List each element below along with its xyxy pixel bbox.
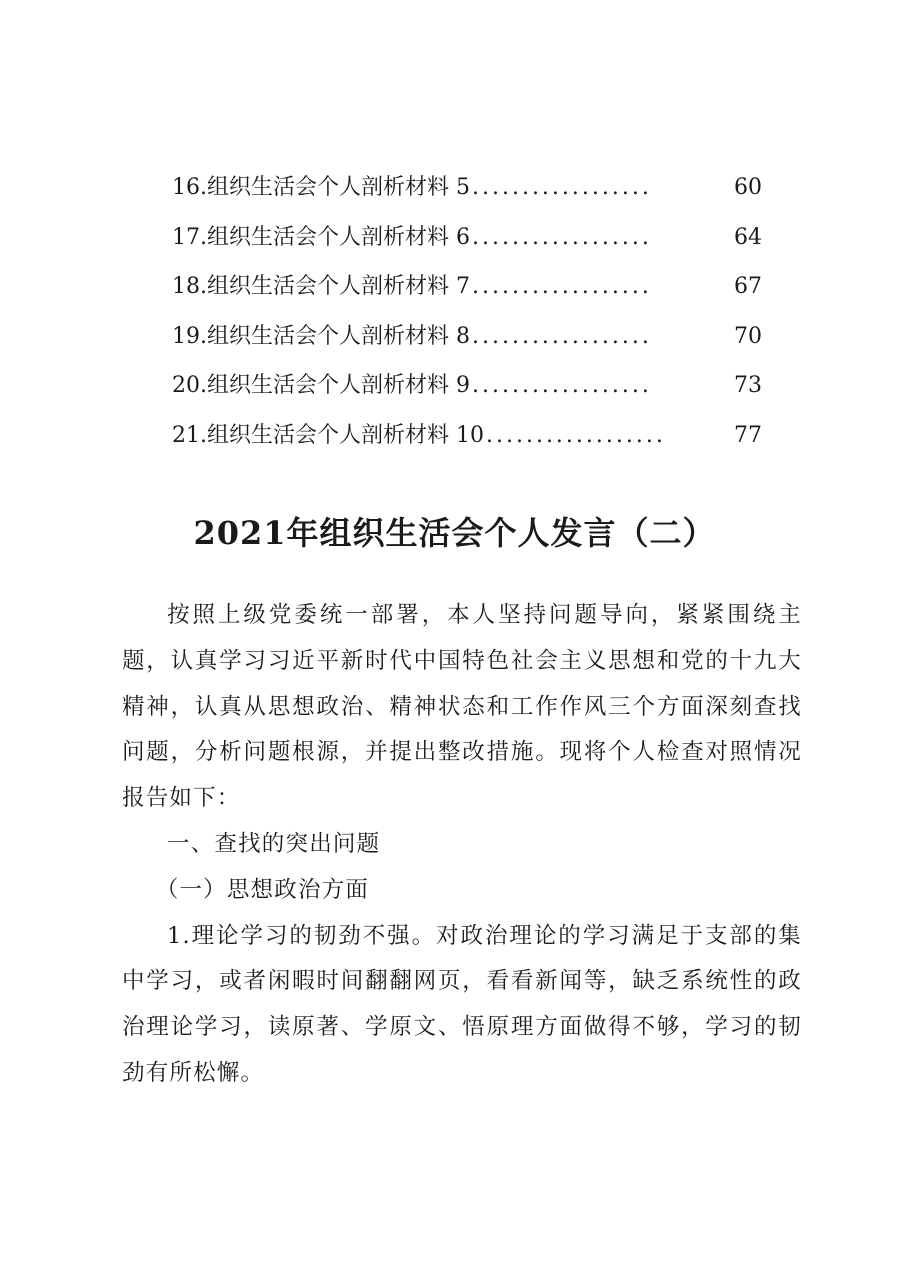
toc-leader: .................. (471, 175, 652, 200)
toc-leader: .................. (471, 274, 652, 299)
toc-item-label: 16.组织生活会个人剖析材料 5 (172, 175, 470, 200)
toc-item (172, 319, 762, 369)
toc-item (172, 220, 762, 270)
toc-item-label: 19.组织生活会个人剖析材料 8 (172, 323, 470, 349)
toc-page-number: 73 (734, 373, 762, 398)
toc-leader: .................. (485, 422, 666, 448)
toc-item-label: 20.组织生活会个人剖析材料 9 (172, 373, 470, 398)
document-body (122, 593, 802, 1097)
subsection-heading: （一）思想政治方面 (155, 876, 370, 903)
toc-leader: .................. (471, 373, 652, 398)
document-title: 2021年组织生活会个人发言（二） (193, 514, 716, 552)
toc-item (172, 368, 762, 418)
toc-leader: .................. (471, 224, 652, 250)
toc-item-label: 17.组织生活会个人剖析材料 6 (172, 224, 470, 250)
toc-leader: .................. (471, 323, 652, 349)
toc-page-number: 70 (734, 323, 762, 349)
toc-item (172, 170, 762, 220)
toc-item-label: 18.组织生活会个人剖析材料 7 (172, 274, 470, 299)
section-heading: 一、查找的突出问题 (167, 830, 381, 857)
toc-page-number: 60 (734, 175, 762, 200)
toc-page-number: 64 (734, 224, 762, 250)
toc-page-number: 77 (734, 422, 762, 448)
table-of-contents (172, 170, 762, 467)
toc-item-label: 21.组织生活会个人剖析材料 10 (172, 422, 484, 448)
toc-page-number: 67 (734, 274, 762, 299)
toc-item (172, 418, 762, 468)
point-paragraph: 1.理论学习的韧劲不强。对政治理论的学习满足于支部的集中学习，或者闲暇时间翻翻网页，看看新闻等，缺乏系统性的政治理论学习，读原著、学原文、悟原理方面做得不够，学习的韧劲有所松懈。 (122, 922, 802, 1086)
intro-paragraph: 按照上级党委统一部署，本人坚持问题导向，紧紧围绕主题，认真学习习近平新时代中国特色社会主义思想和党的十九大精神，认真从思想政治、精神状态和工作作风三个方面深刻查找问题，分析问题根源，并提出整改措施。现将个人检查对照情况报告如下： (122, 602, 802, 812)
toc-item (172, 269, 762, 319)
